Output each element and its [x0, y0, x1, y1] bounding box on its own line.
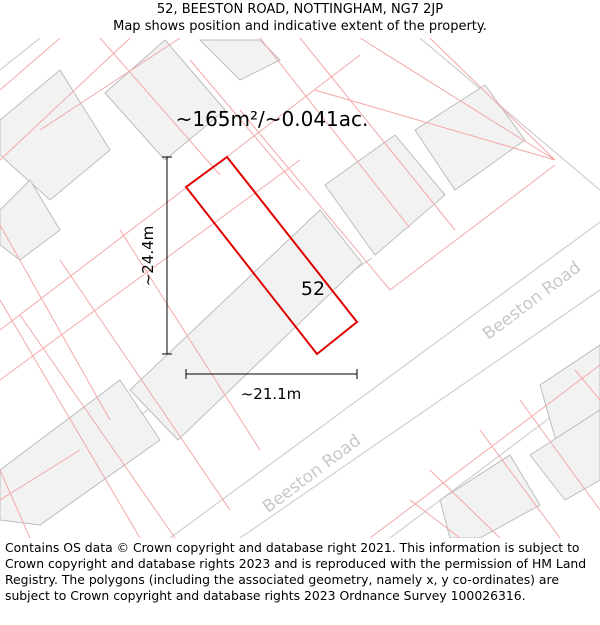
map-subtitle: Map shows position and indicative extent of the property.	[113, 19, 487, 34]
road-label-beeston-road: Beeston Road	[259, 430, 365, 518]
map-header	[0, 0, 600, 38]
plot-number: 52	[300, 278, 326, 300]
road-label-beeston-road: Beeston Road	[479, 257, 585, 345]
map-svg	[0, 38, 600, 538]
map-canvas	[0, 38, 600, 538]
height-label: ~24.4m	[139, 225, 157, 287]
property-address: 52, BEESTON ROAD, NOTTINGHAM, NG7 2JP	[156, 2, 444, 17]
copyright-notice: Contains OS data © Crown copyright and database right 2021. This information is subject to Crown copyright and database rights 2023 and is reproduced with the permission of HM Land Registry. The polygons (including the associated geometry, namely x, y co-ordinates) are subject to Crown copyright and database rights 2023 Ordnance Survey 100026316.	[5, 540, 587, 603]
width-label: ~21.1m	[240, 385, 302, 403]
area-label: ~165m²/~0.041ac.	[175, 107, 369, 131]
